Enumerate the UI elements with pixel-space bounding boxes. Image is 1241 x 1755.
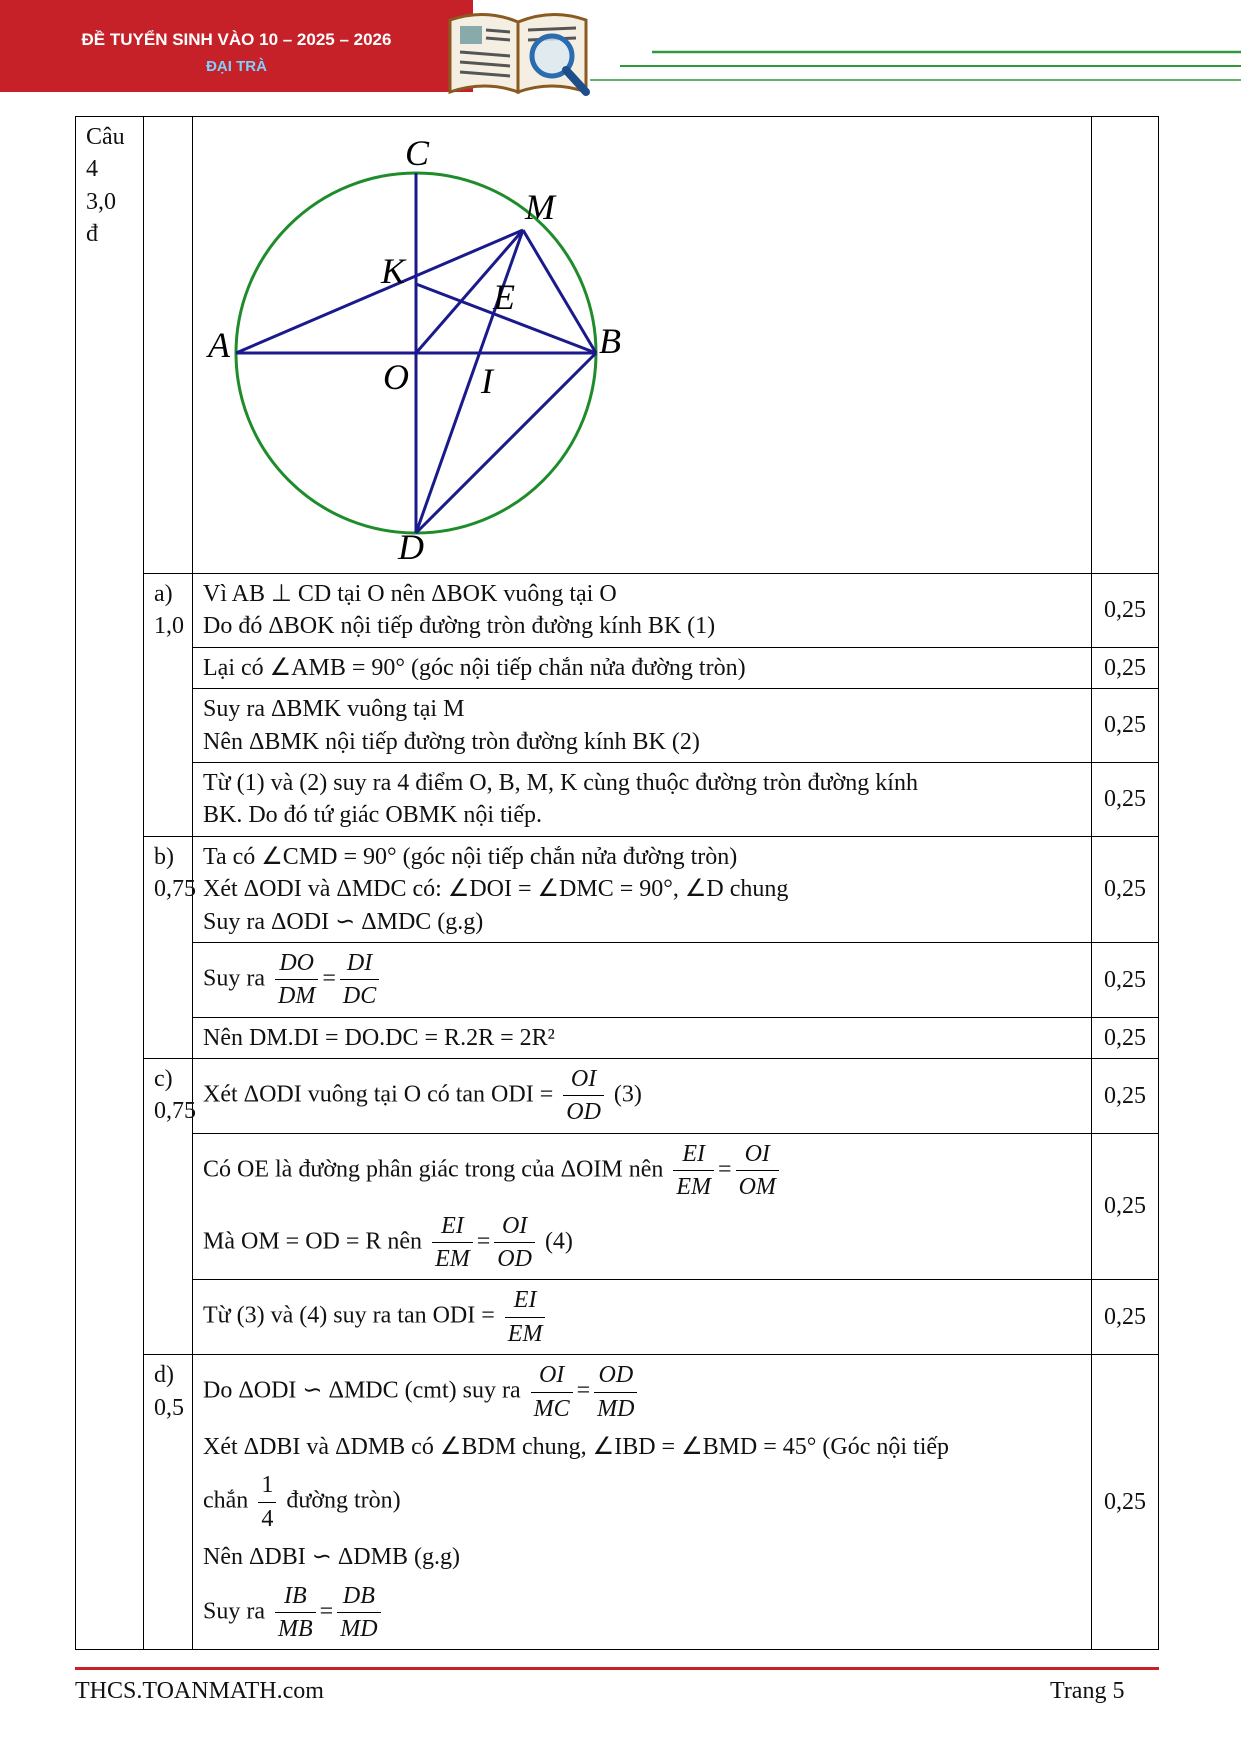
fraction: $\frac{1}{4}$	[258, 1469, 276, 1535]
label-point: A	[208, 325, 230, 365]
part-c-label-cell	[144, 1059, 196, 1355]
part-b-label-cell	[144, 836, 196, 1058]
score: 0,25	[1092, 689, 1159, 763]
part-b-step3: Nên DM.DI = DO.DC = R.2R = 2R²	[193, 1017, 1092, 1058]
text-line: Suy ra ΔBMK vuông tại M	[203, 696, 465, 723]
score: 0,25	[1092, 1133, 1159, 1280]
score: 0,25	[1092, 1355, 1159, 1650]
part-d-points: 0,5	[154, 1394, 184, 1421]
score: 0,25	[1092, 942, 1159, 1017]
part-c-points: 0,75	[154, 1098, 196, 1125]
question-cell	[76, 117, 144, 1650]
header-title: ĐỀ TUYỂN SINH VÀO 10 – 2025 – 2026	[81, 30, 392, 49]
text: Do ΔODI ∽ ΔMDC (cmt) suy ra	[203, 1377, 521, 1404]
label-point: I	[481, 361, 493, 401]
text-line: Xét ΔDBI và ΔDMB có ∠BDM chung, ∠IBD = ∠BMD = 45° (Góc nội tiếp	[203, 1433, 950, 1460]
text: Suy ra	[203, 1597, 265, 1624]
score: 0,25	[1092, 1017, 1159, 1058]
fraction: $\frac{EI}{EM}$	[432, 1210, 473, 1276]
fraction: $\frac{EI}{EM}$	[673, 1138, 714, 1204]
part-b-label: b)	[154, 843, 174, 870]
fraction: $\frac{OD}{MD}$	[594, 1359, 637, 1425]
text-line: Suy ra ΔODI ∽ ΔMDC (g.g)	[203, 908, 484, 935]
text: Có OE là đường phân giác trong của ΔOIM nên	[203, 1156, 664, 1183]
figure-blank	[144, 117, 193, 574]
figure-score-blank	[1092, 117, 1159, 574]
footer-rule	[75, 1667, 1159, 1670]
text-line: Nên ΔDBI ∽ ΔDMB (g.g)	[203, 1544, 460, 1571]
score: 0,25	[1092, 762, 1159, 836]
part-b-step1	[193, 836, 1092, 942]
text-line: Từ (1) và (2) suy ra 4 điểm O, B, M, K cùng thuộc đường tròn đường kính	[203, 769, 918, 796]
question-points: 3,0 đ	[86, 188, 116, 248]
part-a-step1	[193, 574, 1092, 648]
score: 0,25	[1092, 836, 1159, 942]
label-point: C	[405, 133, 430, 173]
part-a-label: a)	[154, 581, 173, 607]
part-c-step2: Có OE là đường phân giác trong của ΔOIM nên $\frac{EI}{EM}$ = $\frac{OI}{OM}$ Mà OM = OD = R nên $\frac{EI}{EM}$ = $\frac{OI}{OD}$ (4)	[193, 1133, 1092, 1280]
score: 0,25	[1092, 574, 1159, 648]
label-point: D	[398, 527, 424, 563]
text: Từ (3) và (4) suy ra tan ODI =	[203, 1302, 495, 1329]
part-a-step4	[193, 762, 1092, 836]
text-line: Vì AB ⊥ CD tại O nên ΔBOK vuông tại O	[203, 581, 617, 607]
question-label: Câu 4	[86, 124, 125, 183]
label-point: O	[383, 357, 409, 397]
text: (3)	[613, 1081, 642, 1108]
label-point: K	[381, 251, 406, 291]
solution-table	[75, 116, 1159, 1650]
fraction: $\frac{DB}{MD}$	[337, 1580, 380, 1646]
text-line: Xét ΔODI và ΔMDC có: ∠DOI = ∠DMC = 90°, ∠D chung	[203, 876, 789, 903]
footer-page-number: Trang 5	[1050, 1678, 1125, 1704]
label-point: E	[493, 277, 515, 317]
fraction: $\frac{EI}{EM}$	[505, 1284, 546, 1350]
footer-site: THCS.TOANMATH.com	[75, 1678, 324, 1704]
label-point: M	[525, 187, 555, 227]
text-line: Ta có ∠CMD = 90° (góc nội tiếp chắn nửa đường tròn)	[203, 843, 738, 870]
part-b-points: 0,75	[154, 876, 196, 903]
part-c-label: c)	[154, 1066, 173, 1093]
text-line: BK. Do đó tứ giác OBMK nội tiếp.	[203, 802, 542, 829]
fraction: $\frac{DO}{DM}$	[275, 947, 318, 1013]
part-c-step1	[193, 1059, 1092, 1134]
text: đường tròn)	[286, 1487, 401, 1514]
fraction: $\frac{OI}{OD}$	[494, 1210, 535, 1276]
part-a-step3	[193, 689, 1092, 763]
fraction: $\frac{OI}{MC}$	[531, 1359, 573, 1425]
part-a-points: 1,0	[154, 613, 184, 640]
header-rules	[0, 0, 1241, 100]
text: chắn	[203, 1487, 249, 1514]
label-point: B	[599, 321, 621, 361]
text: Xét ΔODI vuông tại O có tan ODI =	[203, 1081, 554, 1108]
book-magnifier-icon	[440, 0, 600, 104]
part-d-label-cell	[144, 1355, 193, 1650]
part-a-label-cell	[144, 574, 193, 837]
geometry-figure	[203, 123, 643, 563]
text: Suy ra	[203, 965, 265, 992]
text: (4)	[544, 1228, 573, 1255]
fraction: $\frac{OI}{OM}$	[736, 1138, 779, 1204]
part-c-step4	[193, 1280, 1092, 1355]
part-a-step2: Lại có ∠AMB = 90° (góc nội tiếp chắn nửa đường tròn)	[193, 647, 1092, 688]
text-line: Do đó ΔBOK nội tiếp đường tròn đường kính BK (1)	[203, 613, 716, 640]
fraction: $\frac{OI}{OD}$	[563, 1063, 604, 1129]
score: 0,25	[1092, 1059, 1159, 1134]
text-line: Nên ΔBMK nội tiếp đường tròn đường kính BK (2)	[203, 728, 700, 755]
part-d-body: Do ΔODI ∽ ΔMDC (cmt) suy ra $\frac{OI}{MC}$ = $\frac{OD}{MD}$ Xét ΔDBI và ΔDMB có ∠BDM chung, ∠IBD = ∠BMD = 45° (Góc nội tiếp chắn $\frac{1}{4}$ đường tròn) Nên ΔDBI ∽ ΔDMB (g.g) Suy ra $\frac{IB}{MB}$ = $\frac{DB}{MD}$	[193, 1355, 1092, 1650]
text: Mà OM = OD = R nên	[203, 1228, 423, 1255]
fraction: $\frac{IB}{MB}$	[275, 1580, 316, 1646]
figure-cell	[193, 117, 1092, 574]
score: 0,25	[1092, 647, 1159, 688]
header-subtitle: ĐẠI TRÀ	[206, 58, 267, 75]
part-d-label: d)	[154, 1362, 174, 1389]
score: 0,25	[1092, 1280, 1159, 1355]
fraction: $\frac{DI}{DC}$	[340, 947, 379, 1013]
part-b-step2: Suy ra $\frac{DO}{DM}$ = $\frac{DI}{DC}$	[193, 942, 1092, 1017]
